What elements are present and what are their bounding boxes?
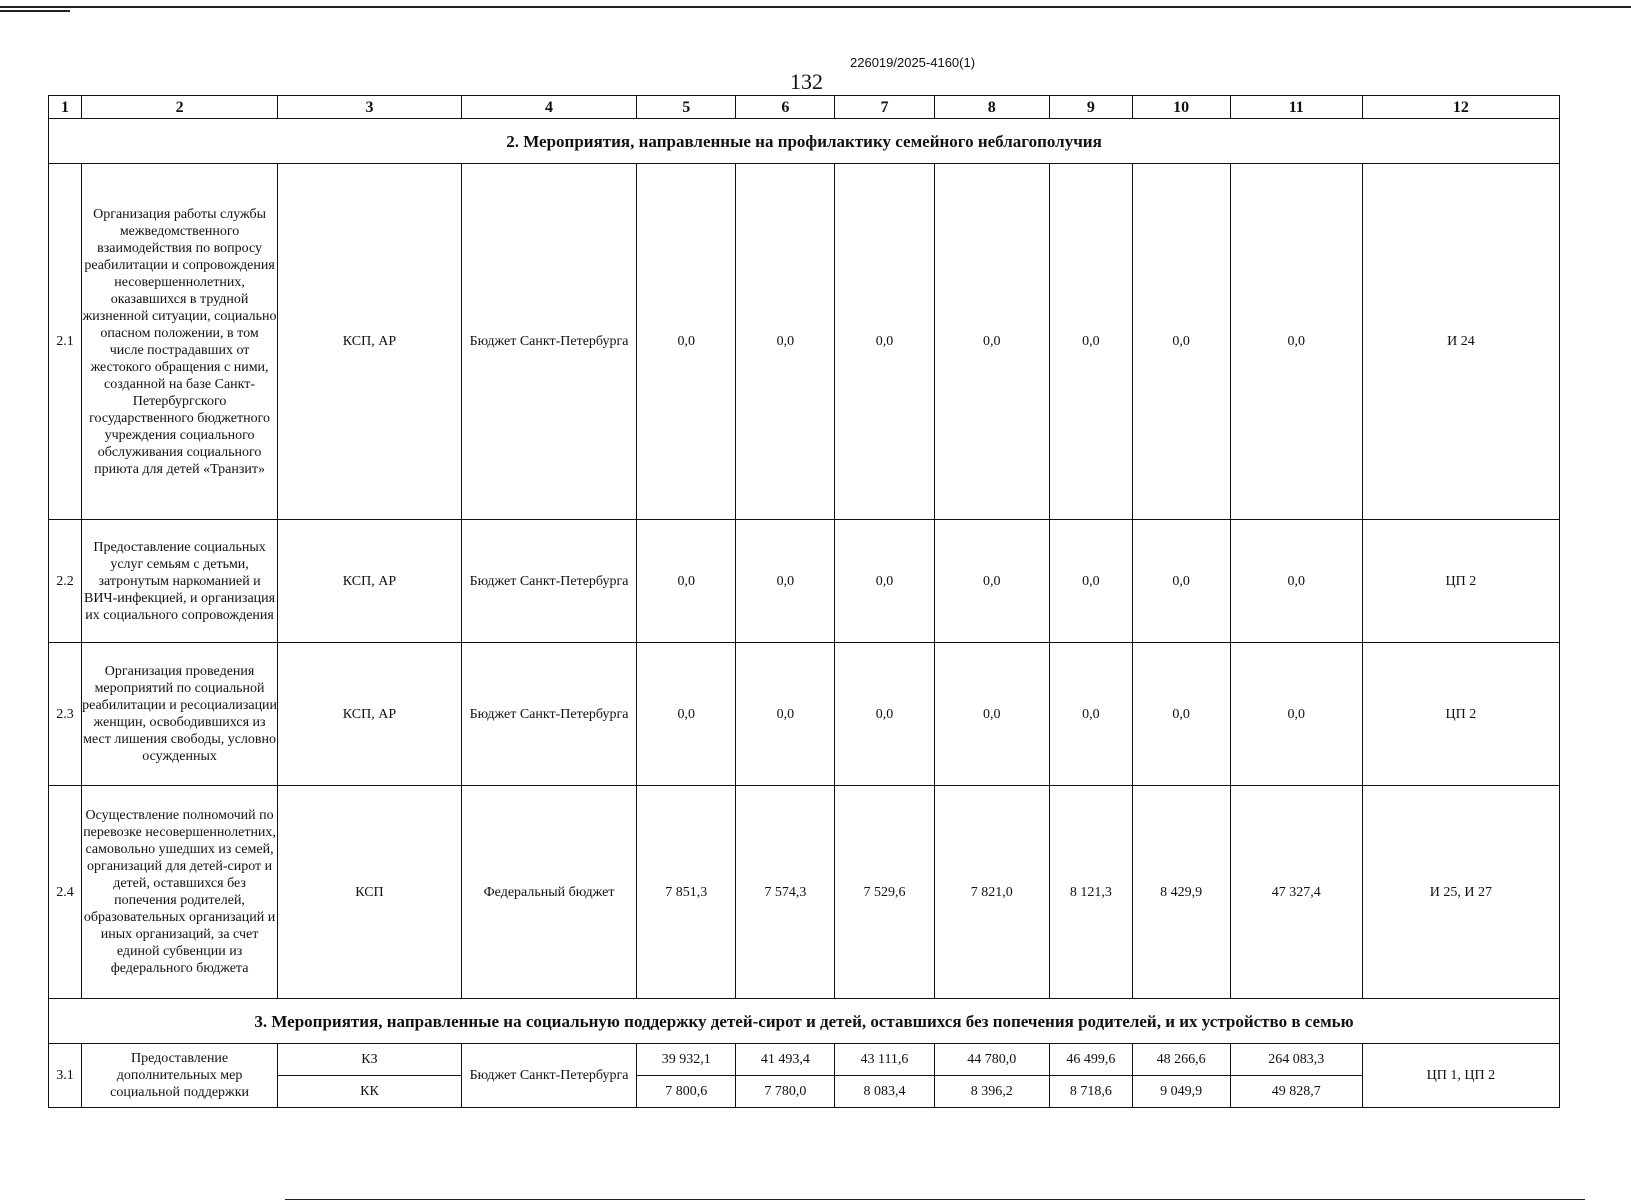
value-cell: 8 083,4 <box>835 1076 934 1108</box>
value-cell: 0,0 <box>1050 164 1133 520</box>
value-cell: 7 851,3 <box>637 786 736 999</box>
scan-edge-top-left <box>0 10 70 12</box>
value-cell: 0,0 <box>637 643 736 786</box>
value-cell: 0,0 <box>835 520 934 643</box>
value-cell: 8 121,3 <box>1050 786 1133 999</box>
value-cell: 0,0 <box>637 520 736 643</box>
value-cell: 43 111,6 <box>835 1044 934 1076</box>
value-cell: 0,0 <box>934 643 1050 786</box>
row-number: 2.2 <box>49 520 82 643</box>
indicator: ЦП 2 <box>1362 643 1559 786</box>
indicator: И 24 <box>1362 164 1559 520</box>
value-cell: 0,0 <box>1132 164 1230 520</box>
value-cell: 0,0 <box>1132 643 1230 786</box>
total-cell: 0,0 <box>1230 643 1362 786</box>
program-activities-table <box>48 95 1560 1108</box>
total-cell: 0,0 <box>1230 520 1362 643</box>
value-cell: 7 780,0 <box>736 1076 835 1108</box>
table-row <box>49 643 1560 786</box>
table-row <box>49 1044 1560 1076</box>
section-3-heading-row <box>49 999 1560 1044</box>
value-cell: 7 800,6 <box>637 1076 736 1108</box>
column-number: 10 <box>1132 96 1230 119</box>
funding-source: Бюджет Санкт-Петербурга <box>461 520 636 643</box>
row-number: 2.3 <box>49 643 82 786</box>
section-3-title: 3. Мероприятия, направленные на социальную поддержку детей-сирот и детей, оставшихся без попечения родителей, и их устройство в семью <box>49 999 1560 1044</box>
value-cell: 0,0 <box>1132 520 1230 643</box>
executor: КЗ <box>278 1044 462 1076</box>
value-cell: 46 499,6 <box>1050 1044 1133 1076</box>
funding-source: Бюджет Санкт-Петербурга <box>461 643 636 786</box>
executor: КК <box>278 1076 462 1108</box>
value-cell: 0,0 <box>934 520 1050 643</box>
page-number: 132 <box>790 69 823 94</box>
column-number: 11 <box>1230 96 1362 119</box>
value-cell: 8 429,9 <box>1132 786 1230 999</box>
value-cell: 44 780,0 <box>934 1044 1050 1076</box>
column-number: 8 <box>934 96 1050 119</box>
column-number: 12 <box>1362 96 1559 119</box>
value-cell: 7 574,3 <box>736 786 835 999</box>
section-2-heading-row <box>49 119 1560 164</box>
funding-source: Бюджет Санкт-Петербурга <box>461 164 636 520</box>
table-row <box>49 520 1560 643</box>
total-cell: 49 828,7 <box>1230 1076 1362 1108</box>
executor: КСП, АР <box>278 643 462 786</box>
scan-edge-top <box>0 6 1631 8</box>
column-number: 2 <box>82 96 278 119</box>
table-row <box>49 786 1560 999</box>
indicator: ЦП 2 <box>1362 520 1559 643</box>
activity-name: Осуществление полномочий по перевозке несовершеннолетних, самовольно ушедших из семей, организаций для детей-сирот и детей, оставшихся без попечения родителей, образовательных организаций и иных организаций, за счет единой субвенции из федерального бюджета <box>82 786 278 999</box>
indicator: ЦП 1, ЦП 2 <box>1362 1044 1559 1108</box>
value-cell: 41 493,4 <box>736 1044 835 1076</box>
column-number: 5 <box>637 96 736 119</box>
value-cell: 0,0 <box>934 164 1050 520</box>
value-cell: 48 266,6 <box>1132 1044 1230 1076</box>
value-cell: 0,0 <box>637 164 736 520</box>
total-cell: 47 327,4 <box>1230 786 1362 999</box>
indicator: И 25, И 27 <box>1362 786 1559 999</box>
total-cell: 0,0 <box>1230 164 1362 520</box>
value-cell: 0,0 <box>736 164 835 520</box>
row-number: 3.1 <box>49 1044 82 1108</box>
row-number: 2.1 <box>49 164 82 520</box>
total-cell: 264 083,3 <box>1230 1044 1362 1076</box>
value-cell: 8 718,6 <box>1050 1076 1133 1108</box>
column-number: 1 <box>49 96 82 119</box>
value-cell: 7 529,6 <box>835 786 934 999</box>
value-cell: 0,0 <box>736 520 835 643</box>
activity-name: Организация работы службы межведомственного взаимодействия по вопросу реабилитации и сопровождения несовершеннолетних, оказавшихся в трудной жизненной ситуации, социально опасном положении, в том числе пострадавших от жестокого обращения с ними, созданной на базе Санкт-Петербургского государственного бюджетного учреждения социального обслуживания социального приюта для детей «Транзит» <box>82 164 278 520</box>
column-number: 4 <box>461 96 636 119</box>
executor: КСП, АР <box>278 520 462 643</box>
value-cell: 0,0 <box>1050 520 1133 643</box>
funding-source: Федеральный бюджет <box>461 786 636 999</box>
value-cell: 7 821,0 <box>934 786 1050 999</box>
value-cell: 8 396,2 <box>934 1076 1050 1108</box>
value-cell: 0,0 <box>1050 643 1133 786</box>
table-row <box>49 164 1560 520</box>
value-cell: 9 049,9 <box>1132 1076 1230 1108</box>
column-number: 9 <box>1050 96 1133 119</box>
section-2-title: 2. Мероприятия, направленные на профилактику семейного неблагополучия <box>49 119 1560 164</box>
value-cell: 0,0 <box>835 164 934 520</box>
executor: КСП <box>278 786 462 999</box>
executor: КСП, АР <box>278 164 462 520</box>
column-number: 6 <box>736 96 835 119</box>
value-cell: 0,0 <box>736 643 835 786</box>
funding-source: Бюджет Санкт-Петербурга <box>461 1044 636 1108</box>
column-number: 3 <box>278 96 462 119</box>
activity-name: Предоставление социальных услуг семьям с детьми, затронутым наркоманией и ВИЧ-инфекцией, и организация их социального сопровождения <box>82 520 278 643</box>
row-number: 2.4 <box>49 786 82 999</box>
registration-number: 226019/2025-4160(1) <box>850 55 976 70</box>
value-cell: 39 932,1 <box>637 1044 736 1076</box>
column-number: 7 <box>835 96 934 119</box>
activity-name: Предоставление дополнительных мер социальной поддержки <box>82 1044 278 1108</box>
activity-name: Организация проведения мероприятий по социальной реабилитации и ресоциализации женщин, освободившихся из мест лишения свободы, условно осужденных <box>82 643 278 786</box>
column-number-row <box>49 96 1560 119</box>
value-cell: 0,0 <box>835 643 934 786</box>
